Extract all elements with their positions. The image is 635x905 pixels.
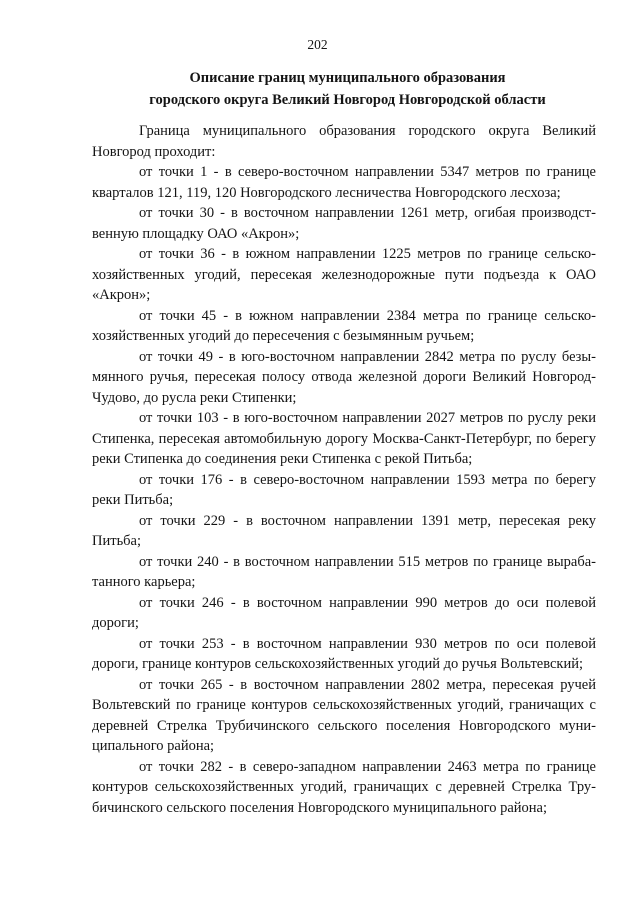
paragraph-point-1: от точки 1 - в северо-восточном направлении 5347 метров по границе кварталов 121, 119, 120 Новгородского лесничества Новгородского лесхоза;: [92, 164, 596, 201]
title-line-1: Описание границ муниципального образования: [189, 70, 506, 86]
paragraph-point-240: от точки 240 - в восточном направлении 515 метров по границе вырабатанного карьера;: [92, 553, 596, 590]
paragraph-point-253: от точки 253 - в восточном направлении 930 метров по оси полевой дороги, границе контуров сельскохозяйственных угодий до ручья Вольтевский;: [92, 635, 596, 672]
paragraph-point-282: от точки 282 - в северо-западном направлении 2463 метра по границе контуров сельскохозяйственных угодий, граничащих с деревней Стрелка Трубичинского сельского поселения Новгородского муниципального района;: [92, 758, 596, 816]
paragraph-point-103: от точки 103 - в юго-восточном направлении 2027 метров по руслу реки Стипенка, пересекая автомобильную дорогу Москва-Санкт-Петербург, по берегу реки Стипенка до соединения реки Стипенка с рекой Питьба;: [92, 410, 596, 467]
paragraph-point-176: от точки 176 - в северо-восточном направлении 1593 метра по берегу реки Питьба;: [92, 471, 596, 508]
page-number: 202: [307, 37, 328, 52]
paragraph-point-36: от точки 36 - в южном направлении 1225 метров по границе сельскохозяйственных угодий, пересекая железнодорожные пути подъезда к ОАО «Акрон»;: [92, 246, 596, 303]
document-body: [92, 121, 596, 818]
document-title: [80, 67, 615, 111]
paragraph-point-265: от точки 265 - в восточном направлении 2802 метра, пересекая ручей Вольтевский по границе контуров сельскохозяйственных угодий, граничащих с деревней Стрелка Трубичинского сельского поселения Новгородского муниципального района;: [92, 676, 596, 754]
paragraph-point-49: от точки 49 - в юго-восточном направлении 2842 метра по руслу безымянного ручья, пересекая полосу отвода железной дороги Великий Новгород-Чудово, до русла реки Стипенки;: [92, 348, 596, 406]
paragraph-point-229: от точки 229 - в восточном направлении 1391 метр, пересекая реку Питьба;: [92, 512, 596, 549]
paragraph-point-30: от точки 30 - в восточном направлении 1261 метр, огибая производственную площадку ОАО «Акрон»;: [92, 205, 596, 242]
title-line-2: городского округа Великий Новгород Новгородской области: [149, 92, 546, 108]
paragraph-point-246: от точки 246 - в восточном направлении 990 метров до оси полевой дороги;: [92, 594, 596, 631]
paragraph-intro: Граница муниципального образования городского округа Великий Новгород проходит:: [92, 123, 596, 160]
paragraph-point-45: от точки 45 - в южном направлении 2384 метра по границе сельскохозяйственных угодий до пересечения с безымянным ручьем;: [92, 307, 596, 344]
